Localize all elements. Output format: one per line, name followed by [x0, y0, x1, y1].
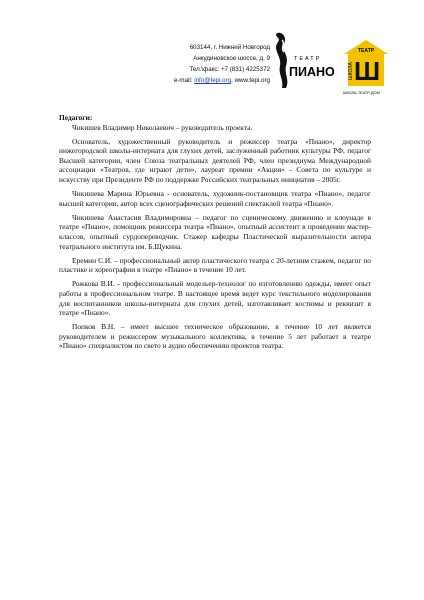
email-prefix: e-mail: [173, 77, 195, 84]
phone-fax: Тел.\факс: +7 (831) 4225372 [189, 66, 270, 73]
section-heading: Педагоги: [59, 113, 93, 122]
teachers-section [59, 113, 371, 356]
email-link[interactable]: info@tepi.org [194, 77, 232, 84]
teacher-paragraph: Чикишев Владимир Николаевич – руководитель проекта. [72, 122, 253, 132]
theatre-piano-logo [268, 30, 335, 92]
logo-school-letter: Ш [354, 56, 381, 86]
logo-piano-name-text: ПИАНО [289, 65, 335, 79]
teacher-paragraph: Чикишева Марина Юрьевна - основатель, художник-постановщик театра «Пиано», педагог высшей категории, автор всех сценографических решений спектаклей театра «Пиано». [59, 189, 371, 208]
teacher-paragraph: Основатель, художественный руководитель и режиссер театра «Пиано», директор нижегородской школы-интерната для глухих детей, заслуженный работник культуры РФ, педагог Высшей категории, член Союза театральных деятелей РФ, член президиума Международной ассоциации «Театров, где играют дети», лауреат премии «Акция» - Совета по культуре и искусству при Президенте РФ по поддержке Российских театральных инициатив – 2005г. [59, 136, 371, 185]
address-line-2: Анкудиновское шоссе, д. 9 [193, 55, 270, 62]
email-website-line [150, 75, 270, 86]
logo-school-caption: ШКОЛА-ТЕАТР-ДОМ [343, 91, 380, 95]
teacher-paragraph: Еремин С.И. – профессиональный актер пластического театра с 20-летним стажем, педагог по пластике и хореографии в театре «Пиано» в течение 10 лет. [59, 255, 371, 275]
address-line-1: 603144, г. Нижний Новгород [189, 44, 270, 51]
logo-school-side-text: ШКОЛА [348, 62, 354, 80]
teacher-paragraph: Попков В.Н. – имеет высшее техническое образование, в течение 10 лет является руководителем и режиссером музыкального коллектива, в течение 5 лет работает в театре «Пиано» специалистом по свето и аудио обеспечению проектов театра. [59, 322, 371, 351]
email-separator: , [231, 77, 235, 84]
contact-block [150, 42, 270, 86]
teacher-paragraph: Чикишева Анастасия Владимировна – педагог по сценическому движению и клоунаде в театре «Пиано», помощник режиссера театра «Пиано», опытный ассистент в проведении мастер-классов, опытный сурдопереводчик. Стажер кафедры Пластической выразительности актера театрального института им. Б.Щукина. [59, 212, 371, 251]
logo-school-top-text: ТЕАТР [358, 48, 375, 54]
school-theatre-home-logo [342, 38, 390, 98]
teacher-paragraph: Рожкова В.И. - профессиональный модельер-технолог по изготовлению одежды, имеет опыт работы в профессиональном театре. В настоящее время ведет курс текстильного моделирования для воспитанников школы-интерната для глухих детей, изготавливает костюмы и реквизит в театре «Пиано». [59, 279, 371, 318]
logo-piano-top-text: ТЕАТР [294, 56, 322, 62]
website-text: www.tepi.org [234, 77, 270, 84]
